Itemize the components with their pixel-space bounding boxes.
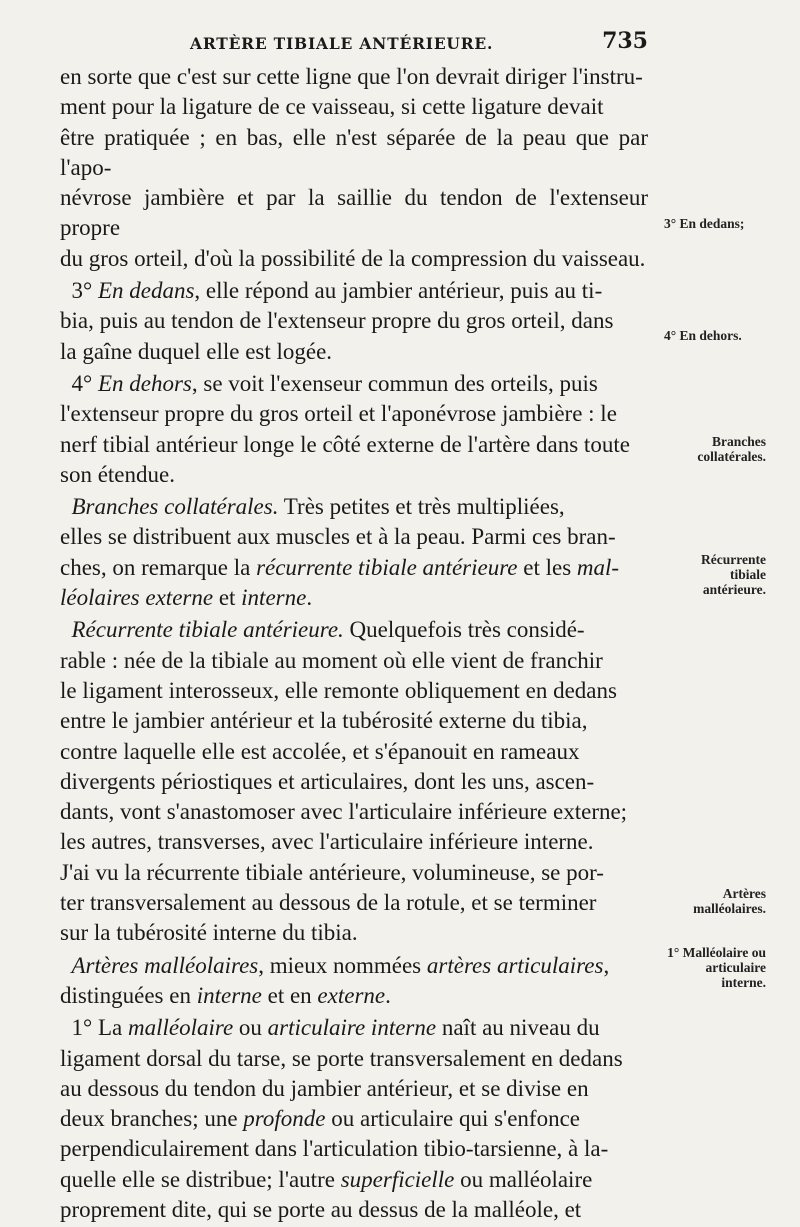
text-line: dants, vont s'anastomoser avec l'articulaire inférieure externe;	[60, 799, 628, 825]
text-line	[60, 1165, 648, 1195]
page-number: 735	[602, 28, 648, 54]
margin-note-arteres-malleolaires: Artères malléolaires.	[693, 886, 766, 916]
italic-heading: En dehors	[97, 370, 192, 396]
text-line: nerf tibial antérieur longe le côté externe de l'artère dans toute	[60, 431, 630, 457]
paragraph	[60, 276, 648, 367]
italic-heading: Artères malléolaires	[71, 952, 259, 978]
text-line: son étendue.	[60, 461, 175, 487]
text-line: ter transversalement au dessous de la rotule, et se terminer	[60, 890, 597, 916]
text-run: et en	[261, 982, 318, 1008]
margin-note-malleolaire-interne: 1° Malléolaire ou articulaire interne.	[667, 945, 766, 990]
paragraph	[60, 1013, 648, 1225]
text-run: et	[213, 585, 242, 611]
text-line	[60, 951, 648, 981]
text-line	[60, 492, 648, 522]
text-line	[60, 553, 648, 583]
text-line	[60, 276, 648, 306]
text-line: ment pour la ligature de ce vaisseau, si cette ligature devait	[60, 94, 604, 120]
italic-term: mal-	[576, 554, 620, 580]
text-line: l'extenseur propre du gros orteil et l'aponévrose jambière : le	[60, 401, 617, 427]
text-line: bia, puis au tendon de l'extenseur propre du gros orteil, dans	[60, 308, 614, 334]
text-run: deux branches; une	[60, 1106, 244, 1132]
italic-term: interne	[241, 585, 307, 611]
text-run: naît au niveau du	[436, 1015, 600, 1041]
paragraph	[60, 615, 648, 948]
text-run: ches, on remarque la	[60, 554, 257, 580]
text-line: en sorte que c'est sur cette ligne que l'on devrait diriger l'instru-	[60, 64, 643, 89]
text-line: les autres, transverses, avec l'articulaire inférieure interne.	[60, 829, 594, 855]
text-run: Très petites et très multipliées,	[278, 494, 565, 520]
text-line	[60, 369, 648, 399]
text-line	[60, 1013, 648, 1043]
margin-note-en-dedans: 3° En dedans;	[664, 216, 745, 231]
text-line: J'ai vu la récurrente tibiale antérieure, volumineuse, se por-	[60, 859, 604, 885]
text-line	[60, 615, 648, 645]
text-line: ligament dorsal du tarse, se porte transversalement en dedans	[60, 1045, 623, 1071]
text-line: la gaîne duquel elle est logée.	[60, 338, 333, 364]
text-line: proprement dite, qui se porte au dessus de la malléole, et	[60, 1196, 582, 1222]
paragraph	[60, 951, 648, 1012]
margin-note-branches-collaterales: Branches collatérales.	[697, 434, 766, 464]
text-line: sur la tubérosité interne du tibia.	[60, 920, 358, 946]
text-line: perpendiculairement dans l'articulation tibio-tarsienne, à la-	[60, 1136, 609, 1162]
text-run: ,	[603, 952, 610, 978]
paragraph	[60, 62, 648, 274]
text-line: elles se distribuent aux muscles et à la peau. Parmi ces bran-	[60, 524, 616, 550]
text-run: 1° La	[71, 1015, 128, 1041]
text-run: .	[306, 585, 313, 611]
text-run: ou	[233, 1015, 268, 1041]
text-line: entre le jambier antérieur et la tubérosité externe du tibia,	[60, 708, 588, 734]
text-run: ou malléolaire	[454, 1166, 593, 1192]
text-line: rable : née de la tibiale au moment où elle vient de franchir	[60, 647, 603, 673]
text-run: ou articulaire qui s'enfonce	[325, 1106, 580, 1132]
text-run: .	[385, 982, 391, 1008]
text-line: du gros orteil, d'où la possibilité de la compression du vaisseau.	[60, 245, 646, 271]
margin-note-en-dehors: 4° En dehors.	[664, 328, 742, 343]
running-title: ARTÈRE TIBIALE ANTÉRIEURE.	[190, 34, 494, 53]
text-line	[60, 583, 648, 613]
italic-term: artères articulaires	[426, 952, 604, 978]
text-line: le ligament interosseux, elle remonte obliquement en dedans	[60, 677, 617, 703]
text-run: Quelquefois très considé-	[343, 617, 585, 643]
text-line	[60, 981, 648, 1011]
italic-term: profonde	[243, 1106, 326, 1132]
italic-term: malléolaire	[127, 1015, 234, 1041]
italic-heading: Branches collatérales.	[71, 494, 279, 520]
text-line: névrose jambière et par la saillie du tendon de l'extenseur propre	[60, 185, 648, 241]
italic-term: récurrente tibiale antérieure	[256, 554, 518, 580]
text-run: 3°	[71, 278, 98, 304]
text-run: , elle répond au jambier antérieur, puis au ti-	[194, 278, 603, 304]
text-run: , se voit l'exenseur commun des orteils, puis	[191, 370, 598, 396]
text-line	[60, 1104, 648, 1134]
running-header	[190, 28, 648, 58]
italic-term: articulaire interne	[267, 1015, 437, 1041]
text-run: et les	[517, 554, 577, 580]
italic-term: externe	[317, 982, 386, 1008]
italic-heading: En dedans	[97, 278, 195, 304]
text-run: 4°	[71, 370, 98, 396]
italic-term: superficielle	[340, 1166, 455, 1192]
text-run: distinguées en	[60, 982, 197, 1008]
text-line: divergents périostiques et articulaires, dont les uns, ascen-	[60, 768, 595, 794]
text-run: quelle elle se distribue; l'autre	[60, 1166, 341, 1192]
paragraph	[60, 492, 648, 613]
italic-term: léolaires externe	[60, 585, 214, 611]
italic-heading: Récurrente tibiale antérieure.	[71, 617, 344, 643]
text-line: être pratiquée ; en bas, elle n'est séparée de la peau que par l'apo-	[60, 124, 648, 180]
text-run: , mieux nommées	[258, 952, 427, 978]
text-line: au dessous du tendon du jambier antérieur, et se divise en	[60, 1075, 589, 1101]
margin-note-recurrente-tibiale: Récurrente tibiale antérieure.	[701, 552, 766, 597]
italic-term: interne	[196, 982, 262, 1008]
paragraph	[60, 369, 648, 490]
text-line: contre laquelle elle est accolée, et s'épanouit en rameaux	[60, 738, 580, 764]
main-text	[60, 62, 648, 1227]
